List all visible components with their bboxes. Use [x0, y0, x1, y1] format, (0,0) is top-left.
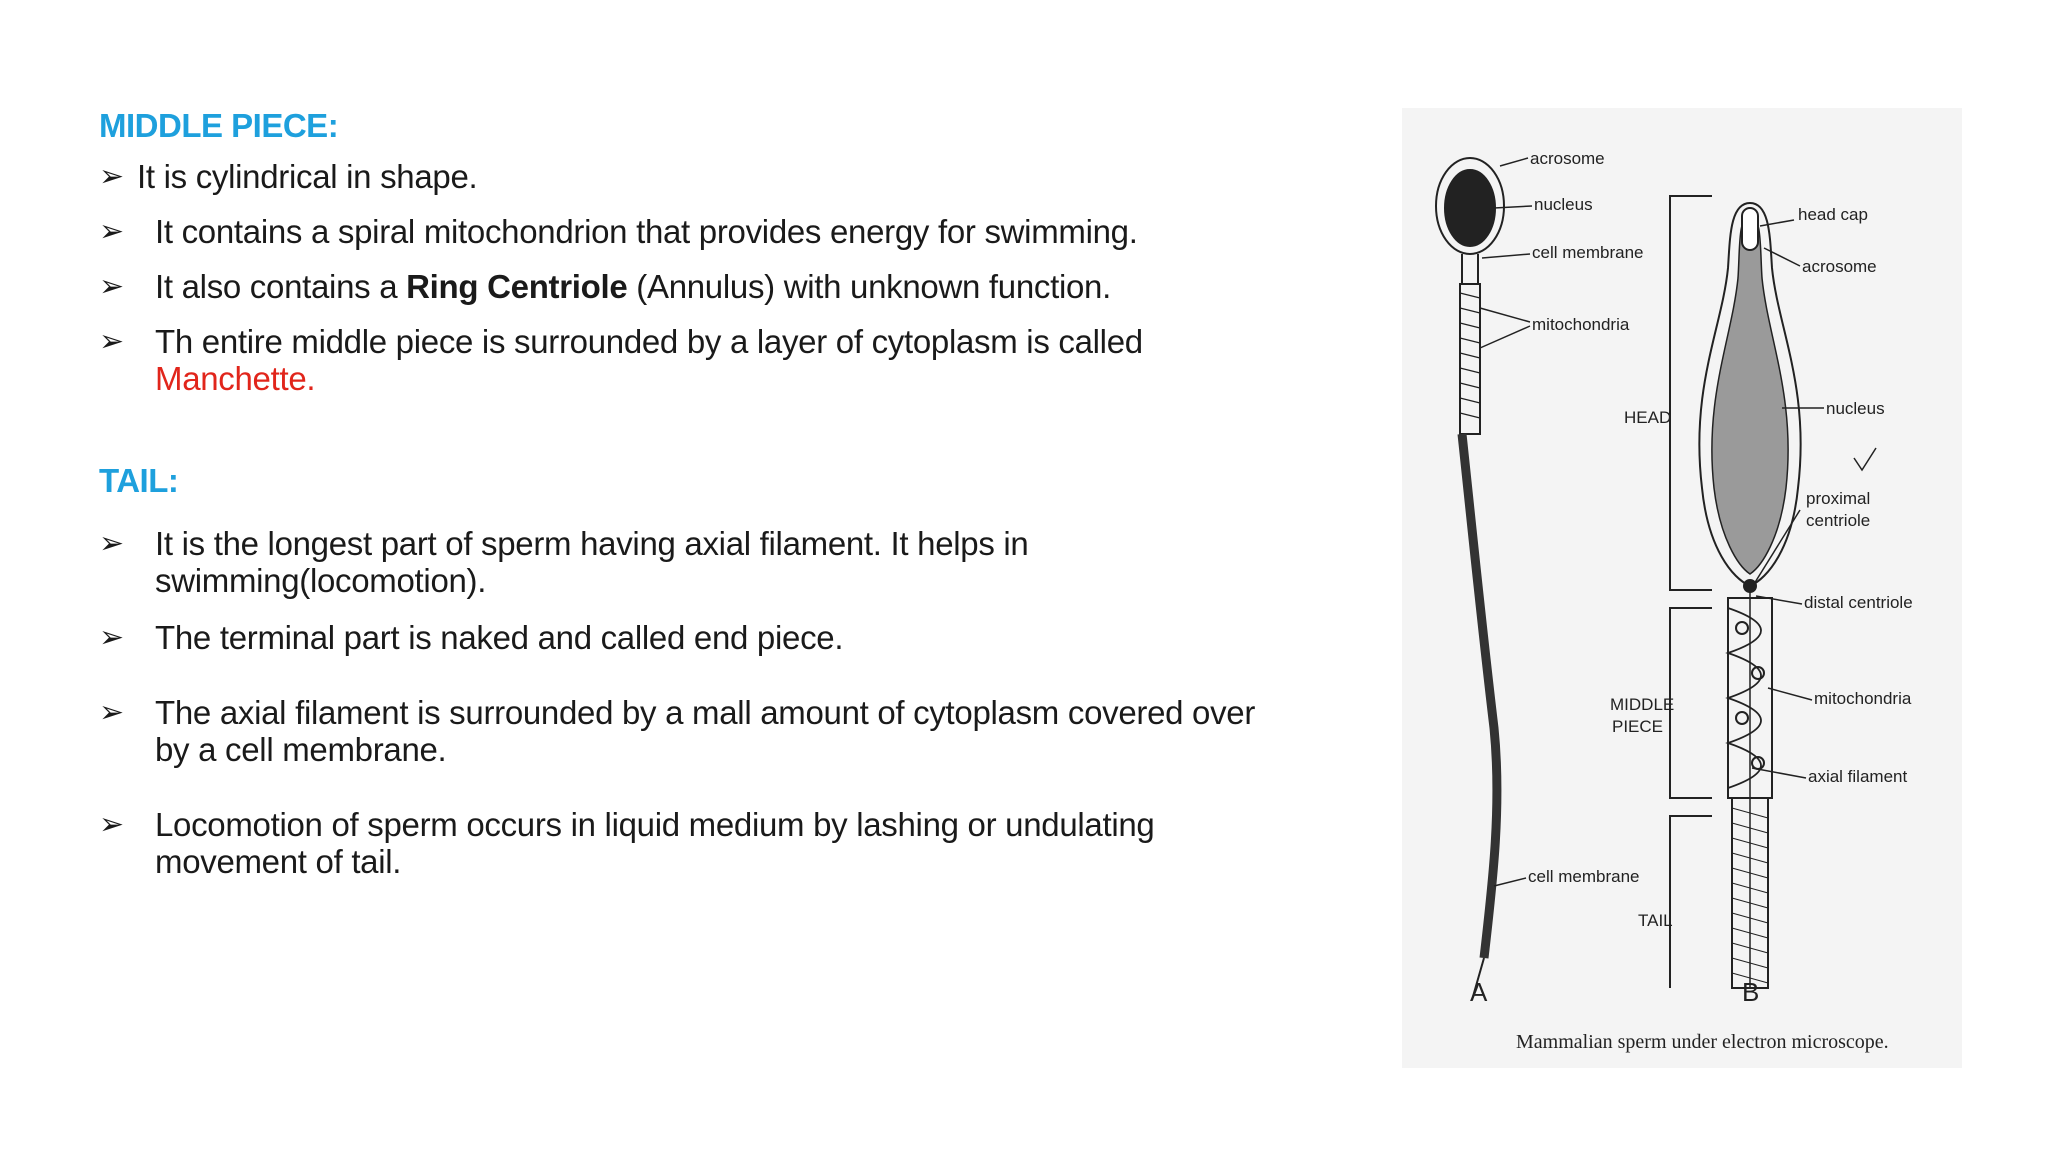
label-head: HEAD [1624, 408, 1672, 427]
list-item [99, 694, 1349, 768]
label-proximal: proximal [1806, 489, 1871, 508]
arrow-bullet-icon: ➢ [99, 621, 124, 654]
label-cell-membrane-a: cell membrane [1532, 243, 1644, 262]
text-column [99, 102, 1349, 880]
label-acrosome-a: acrosome [1530, 149, 1605, 168]
label-middle: MIDDLE [1610, 695, 1675, 714]
bullet-text: It is the longest part of sperm having axial filament. It helps in [155, 525, 1029, 562]
bullet-text: by a cell membrane. [155, 731, 447, 768]
bullet-text: The axial filament is surrounded by a mall amount of cytoplasm covered over [155, 694, 1256, 731]
bullet-text: It is cylindrical in shape. [137, 158, 478, 195]
arrow-bullet-icon: ➢ [99, 527, 124, 560]
figure-caption: Mammalian sperm under electron microscope. [1516, 1031, 1889, 1053]
ring-centriole-term: Ring Centriole [406, 268, 628, 305]
label-centriole: centriole [1806, 511, 1871, 530]
label-tail: TAIL [1638, 911, 1673, 930]
arrow-bullet-icon: ➢ [99, 808, 124, 841]
label-axial-filament: axial filament [1808, 767, 1908, 786]
arrow-bullet-icon: ➢ [99, 160, 124, 193]
label-mitochondria-b: mitochondria [1814, 689, 1912, 708]
arrow-bullet-icon: ➢ [99, 325, 124, 358]
tail-heading: TAIL: [99, 462, 179, 499]
bullet-text: movement of tail. [155, 843, 402, 880]
bullet-text: Th entire middle piece is surrounded by a layer of cytoplasm is called [155, 323, 1143, 360]
label-distal-centriole: distal centriole [1804, 593, 1913, 612]
tail-list [99, 525, 1349, 880]
list-item [99, 619, 1349, 656]
list-item [99, 323, 1349, 397]
label-letter-b: B [1742, 977, 1760, 1007]
label-acrosome-b: acrosome [1802, 257, 1877, 276]
sperm-diagram [1402, 108, 1962, 1068]
list-item [99, 213, 1349, 250]
middle-piece-heading: MIDDLE PIECE: [99, 107, 339, 144]
list-item [99, 806, 1349, 880]
label-piece: PIECE [1612, 717, 1664, 736]
bullet-text: swimming(locomotion). [155, 562, 487, 599]
arrow-bullet-icon: ➢ [99, 270, 124, 303]
label-nucleus-b: nucleus [1826, 399, 1885, 418]
bullet-text: Locomotion of sperm occurs in liquid medium by lashing or undulating [155, 806, 1155, 843]
label-cell-membrane-tail-a: cell membrane [1528, 867, 1640, 886]
arrow-bullet-icon: ➢ [99, 696, 124, 729]
list-item [99, 268, 1349, 305]
bullet-text: It also contains a [155, 268, 407, 305]
list-item [99, 525, 1349, 599]
sperm-b-head-cap [1742, 208, 1758, 250]
bullet-text: It contains a spiral mitochondrion that provides energy for swimming. [155, 213, 1138, 250]
bullet-text: (Annulus) with unknown function. [627, 268, 1111, 305]
manchette-term: Manchette. [155, 360, 316, 397]
sperm-diagram-svg [1402, 108, 1962, 1068]
label-mitochondria-a: mitochondria [1532, 315, 1630, 334]
bullet-text: The terminal part is naked and called end piece. [155, 619, 844, 656]
label-nucleus-a: nucleus [1534, 195, 1593, 214]
sperm-a-nucleus [1445, 170, 1495, 246]
label-head-cap: head cap [1798, 205, 1868, 224]
list-item [99, 158, 1349, 195]
arrow-bullet-icon: ➢ [99, 215, 124, 248]
sperm-b-proximal-centriole [1744, 580, 1756, 592]
middle-piece-list [99, 158, 1349, 397]
label-letter-a: A [1470, 977, 1488, 1007]
